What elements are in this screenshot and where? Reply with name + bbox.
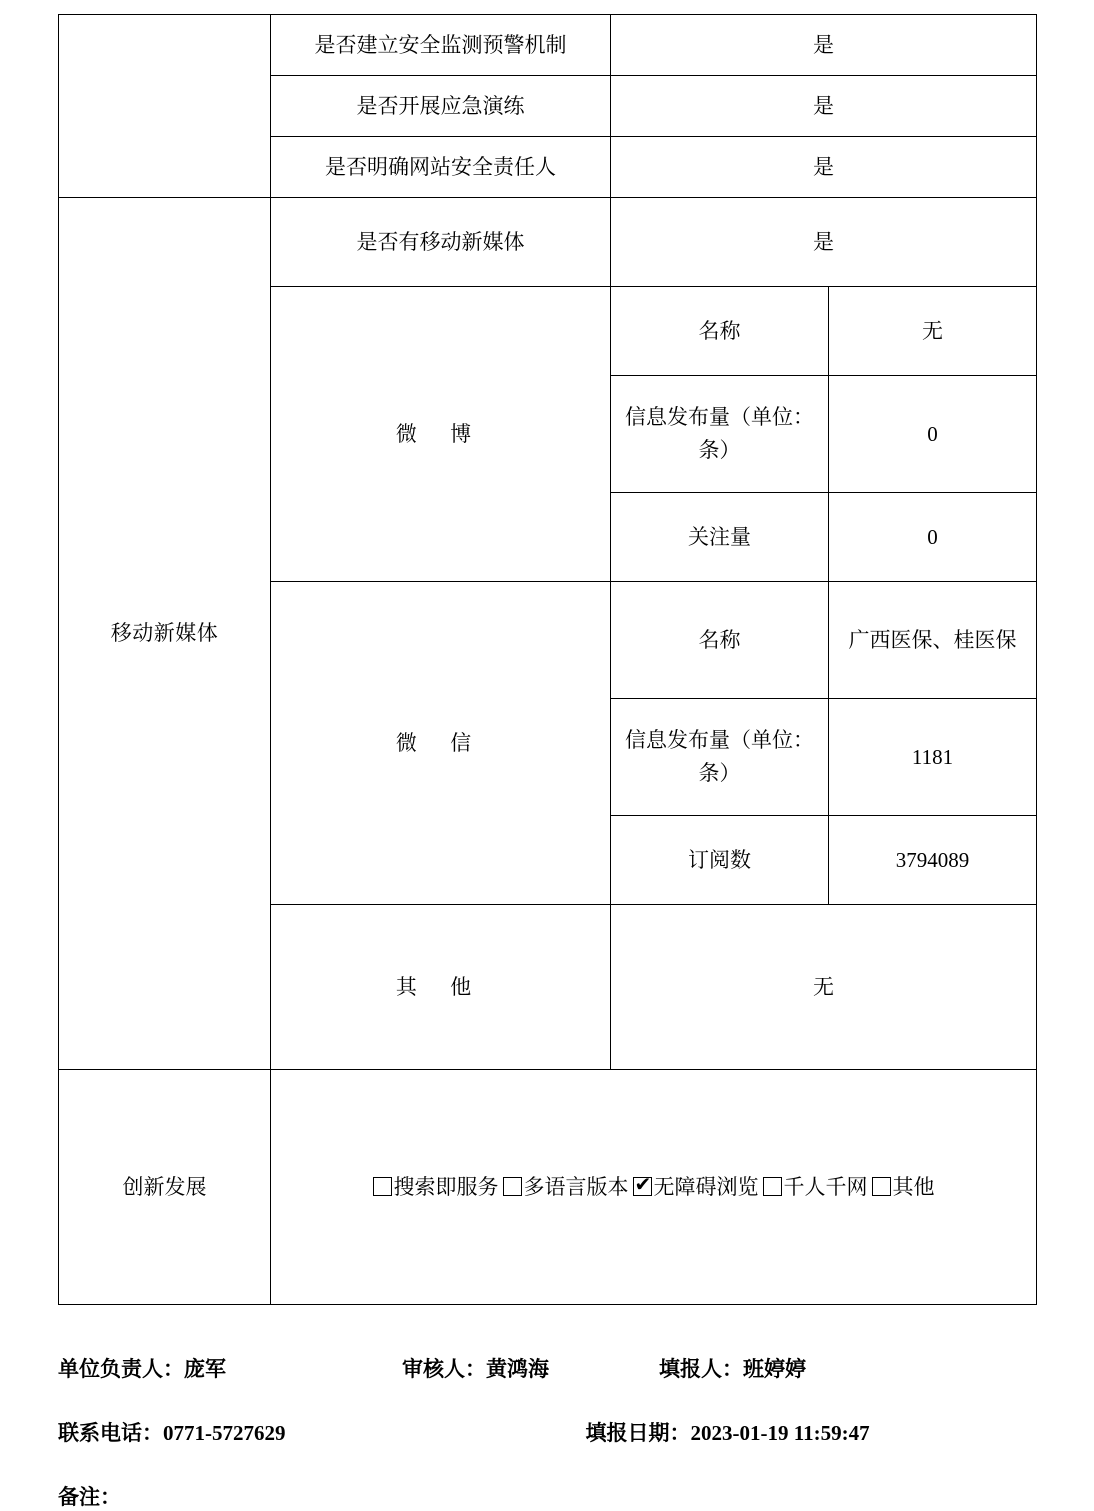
weibo-publish-value: 0 <box>829 376 1037 493</box>
innovation-option-3[interactable] <box>761 1171 870 1204</box>
unit-leader-value: 庞军 <box>184 1357 226 1381</box>
weibo-follow-value: 0 <box>829 493 1037 582</box>
footer-row-contact <box>58 1417 1036 1447</box>
innovation-option-label: 无障碍浏览 <box>653 1174 759 1199</box>
weibo-name-label: 名称 <box>611 287 829 376</box>
date-label: 填报日期： <box>585 1421 691 1445</box>
innovation-option-label: 其他 <box>892 1174 935 1199</box>
innovation-checkbox-group <box>277 1171 1030 1204</box>
other-label: 其 他 <box>271 905 611 1070</box>
responsible-value: 是 <box>611 137 1037 198</box>
weixin-subscribe-label: 订阅数 <box>611 816 829 905</box>
checkbox-icon[interactable] <box>763 1177 782 1196</box>
table-row <box>59 1070 1037 1305</box>
innovation-option-0[interactable] <box>371 1171 501 1204</box>
filler-label: 填报人： <box>659 1357 743 1381</box>
drill-value: 是 <box>611 76 1037 137</box>
weibo-publish-label: 信息发布量（单位：条） <box>611 376 829 493</box>
responsible-label: 是否明确网站安全责任人 <box>271 137 611 198</box>
weixin-subscribe-value: 3794089 <box>829 816 1037 905</box>
has-newmedia-label: 是否有移动新媒体 <box>271 198 611 287</box>
checkbox-icon[interactable] <box>503 1177 522 1196</box>
weibo-follow-label: 关注量 <box>611 493 829 582</box>
innovation-options-cell <box>271 1070 1037 1305</box>
reviewer-label: 审核人： <box>402 1357 486 1381</box>
checkbox-icon[interactable] <box>373 1177 392 1196</box>
innovation-label: 创新发展 <box>59 1070 271 1305</box>
newmedia-group-label: 移动新媒体 <box>59 198 271 1070</box>
table-row <box>59 15 1037 76</box>
weixin-publish-value: 1181 <box>829 699 1037 816</box>
innovation-option-label: 多语言版本 <box>523 1174 629 1199</box>
weixin-name-value: 广西医保、桂医保 <box>829 582 1037 699</box>
filler-value: 班婷婷 <box>743 1357 806 1381</box>
weibo-label: 微 博 <box>271 287 611 582</box>
phone-value: 0771-5727629 <box>163 1421 286 1445</box>
checkbox-checked-icon[interactable] <box>633 1177 652 1196</box>
weibo-name-value: 无 <box>829 287 1037 376</box>
security-warning-label: 是否建立安全监测预警机制 <box>271 15 611 76</box>
security-group-cell <box>59 15 271 198</box>
footer-row-people <box>58 1353 1036 1383</box>
innovation-option-2[interactable] <box>631 1171 761 1204</box>
innovation-option-4[interactable] <box>870 1171 937 1204</box>
weixin-name-label: 名称 <box>611 582 829 699</box>
innovation-option-label: 千人千网 <box>783 1174 868 1199</box>
checkbox-icon[interactable] <box>872 1177 891 1196</box>
other-value: 无 <box>611 905 1037 1070</box>
remark-label: 备注： <box>58 1485 121 1509</box>
reviewer-value: 黄鸿海 <box>486 1357 549 1381</box>
report-table <box>58 14 1037 1305</box>
unit-leader-label: 单位负责人： <box>58 1357 184 1381</box>
innovation-option-label: 搜索即服务 <box>393 1174 499 1199</box>
footer-section <box>58 1353 1036 1511</box>
table-row <box>59 198 1037 287</box>
phone-label: 联系电话： <box>58 1421 163 1445</box>
security-warning-value: 是 <box>611 15 1037 76</box>
has-newmedia-value: 是 <box>611 198 1037 287</box>
innovation-option-1[interactable] <box>501 1171 631 1204</box>
weixin-publish-label: 信息发布量（单位：条） <box>611 699 829 816</box>
drill-label: 是否开展应急演练 <box>271 76 611 137</box>
date-value: 2023-01-19 11:59:47 <box>690 1421 870 1445</box>
weixin-label: 微 信 <box>271 582 611 905</box>
